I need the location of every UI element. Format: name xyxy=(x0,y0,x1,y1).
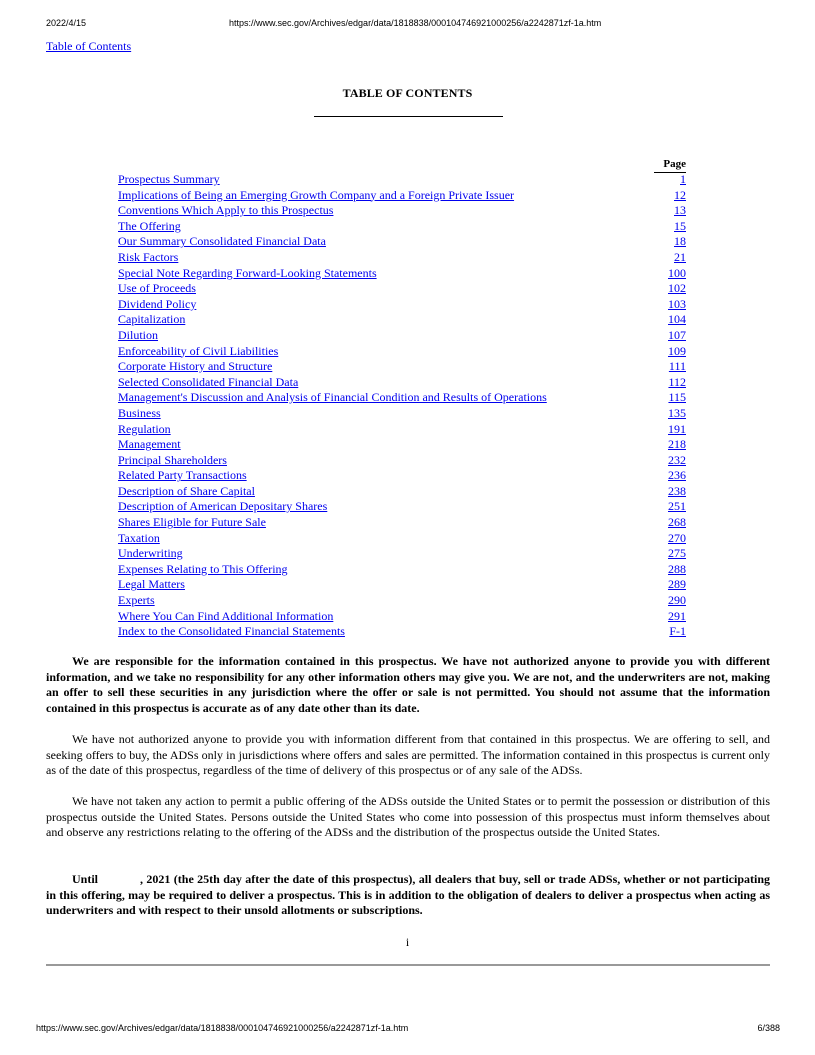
toc-page-link[interactable]: 218 xyxy=(668,437,686,452)
toc-page-link[interactable]: 251 xyxy=(668,499,686,514)
toc-page-link[interactable]: 290 xyxy=(668,593,686,608)
toc-entry-link[interactable]: Capitalization xyxy=(118,312,186,327)
toc-entry-link[interactable]: Expenses Relating to This Offering xyxy=(118,561,288,576)
toc-page-link[interactable]: 270 xyxy=(668,530,686,545)
toc-row xyxy=(118,172,688,188)
toc-page-link[interactable]: 275 xyxy=(668,546,686,561)
toc-entry-link[interactable]: Principal Shareholders xyxy=(118,452,227,467)
toc-row xyxy=(118,188,688,204)
toc-page-link[interactable]: 107 xyxy=(668,327,686,342)
toc-row xyxy=(118,453,688,469)
toc-page-link[interactable]: 238 xyxy=(668,483,686,498)
toc-row xyxy=(118,390,688,406)
toc-row xyxy=(118,406,688,422)
toc-row xyxy=(118,359,688,375)
toc-row xyxy=(118,297,688,313)
toc-entry-link[interactable]: Dilution xyxy=(118,327,159,342)
print-footer-page-count: 6/388 xyxy=(757,1023,780,1033)
toc-row xyxy=(118,624,688,640)
page-number: i xyxy=(405,935,410,949)
toc-entry-link[interactable]: Business xyxy=(118,405,161,420)
toc-row xyxy=(118,484,688,500)
toc-row xyxy=(118,531,688,547)
toc-page-link[interactable]: F-1 xyxy=(669,624,686,639)
toc-row xyxy=(118,593,688,609)
page-title: TABLE OF CONTENTS xyxy=(342,86,473,100)
dealers-paragraph xyxy=(46,872,770,919)
toc-entry-link[interactable]: Shares Eligible for Future Sale xyxy=(118,515,266,530)
dealers-text: , 2021 (the 25th day after the date of this prospectus), all dealers that buy, sell or trade ADSs, whether or not participating in this offering, may be required to deliver a prospectus. This is in addition to the obligation of dealers to deliver a prospectus when acting as underwriters and with respect to their unsold allotments or subscriptions. xyxy=(46,872,770,918)
toc-row xyxy=(118,266,688,282)
responsibility-paragraph xyxy=(46,654,770,716)
toc-entry-link[interactable]: Experts xyxy=(118,593,155,608)
toc-entry-link[interactable]: Description of American Depositary Shares xyxy=(118,499,328,514)
toc-entry-link[interactable]: Index to the Consolidated Financial Statements xyxy=(118,624,345,639)
toc-entry-link[interactable]: Taxation xyxy=(118,530,160,545)
toc-page-link[interactable]: 12 xyxy=(674,187,686,202)
toc-page-link[interactable]: 291 xyxy=(668,608,686,623)
outside-us-text: We have not taken any action to permit a public offering of the ADSs outside the United States or to permit the possession or distribution of this prospectus outside the United States. Persons outside the United States who come into possession of this prospectus must inform themselves about and observe any restrictions relating to the offering of the ADSs and the distribution of the prospectus outside the United States. xyxy=(46,794,770,840)
toc-entry-link[interactable]: Conventions Which Apply to this Prospectus xyxy=(118,203,334,218)
toc-entry-link[interactable]: Risk Factors xyxy=(118,249,179,264)
toc-row xyxy=(118,609,688,625)
toc-entry-link[interactable]: Our Summary Consolidated Financial Data xyxy=(118,234,326,249)
print-header-url: https://www.sec.gov/Archives/edgar/data/1818838/000104746921000256/a2242871zf-1a.htm xyxy=(229,18,602,28)
toc-row xyxy=(118,219,688,235)
toc-entry-link[interactable]: Enforceability of Civil Liabilities xyxy=(118,343,279,358)
outside-us-paragraph xyxy=(46,794,770,841)
toc-entry-link[interactable]: Use of Proceeds xyxy=(118,281,196,296)
toc-page-link[interactable]: 103 xyxy=(668,296,686,311)
toc-page-link[interactable]: 13 xyxy=(674,203,686,218)
toc-row xyxy=(118,203,688,219)
dealers-prefix: Until xyxy=(72,872,99,886)
toc-entry-link[interactable]: Selected Consolidated Financial Data xyxy=(118,374,299,389)
toc-page-link[interactable]: 104 xyxy=(668,312,686,327)
page-bottom-rule xyxy=(46,964,770,966)
toc-page-link[interactable]: 100 xyxy=(668,265,686,280)
toc-row xyxy=(118,250,688,266)
toc-row xyxy=(118,375,688,391)
toc-row xyxy=(118,328,688,344)
toc-list xyxy=(118,172,688,640)
print-footer-url: https://www.sec.gov/Archives/edgar/data/1818838/000104746921000256/a2242871zf-1a.htm xyxy=(36,1023,409,1033)
toc-page-link[interactable]: 115 xyxy=(668,390,686,405)
toc-page-link[interactable]: 21 xyxy=(674,249,686,264)
toc-row xyxy=(118,468,688,484)
toc-page-link[interactable]: 18 xyxy=(674,234,686,249)
toc-entry-link[interactable]: Regulation xyxy=(118,421,171,436)
toc-entry-link[interactable]: Prospectus Summary xyxy=(118,172,220,186)
toc-row xyxy=(118,281,688,297)
toc-page-link[interactable]: 236 xyxy=(668,468,686,483)
toc-entry-link[interactable]: Legal Matters xyxy=(118,577,185,592)
toc-page-link[interactable]: 1 xyxy=(680,172,686,186)
toc-entry-link[interactable]: Management xyxy=(118,437,181,452)
print-header-date: 2022/4/15 xyxy=(46,18,87,28)
toc-entry-link[interactable]: Dividend Policy xyxy=(118,296,197,311)
toc-row xyxy=(118,312,688,328)
toc-entry-link[interactable]: The Offering xyxy=(118,218,181,233)
title-divider xyxy=(314,116,503,117)
toc-row xyxy=(118,344,688,360)
toc-row xyxy=(118,562,688,578)
toc-row xyxy=(118,515,688,531)
responsibility-text: We are responsible for the information contained in this prospectus. We have not authorized anyone to provide you with different information, and we take no responsibility for any other information others may give you. We are not, and the underwriters are not, making an offer to sell these securities in any jurisdiction where the offer or sale is not permitted. You should not assume that the information contained in this prospectus is accurate as of any date other than its date. xyxy=(46,654,770,715)
toc-page-link[interactable]: 232 xyxy=(668,452,686,467)
toc-row xyxy=(118,577,688,593)
toc-entry-link[interactable]: Description of Share Capital xyxy=(118,483,255,498)
toc-page-link[interactable]: 112 xyxy=(668,374,686,389)
toc-page-link[interactable]: 15 xyxy=(674,218,686,233)
page-column-header: Page xyxy=(663,158,686,170)
toc-entry-link[interactable]: Where You Can Find Additional Information xyxy=(118,608,334,623)
toc-entry-link[interactable]: Related Party Transactions xyxy=(118,468,247,483)
toc-entry-link[interactable]: Implications of Being an Emerging Growth Company and a Foreign Private Issuer xyxy=(118,187,515,202)
toc-row xyxy=(118,437,688,453)
toc-row xyxy=(118,546,688,562)
toc-entry-link[interactable]: Underwriting xyxy=(118,546,183,561)
toc-page-link[interactable]: 289 xyxy=(668,577,686,592)
authorization-text: We have not authorized anyone to provide you with information different from that contained in this prospectus. We are offering to sell, and seeking offers to buy, the ADSs only in jurisdictions where offers and sales are permitted. The information contained in this prospectus is current only as of the date of this prospectus, regardless of the time of delivery of this prospectus or of any sale of the ADSs. xyxy=(46,732,770,778)
toc-row xyxy=(118,234,688,250)
table-of-contents-link[interactable]: Table of Contents xyxy=(46,39,132,53)
toc-entry-link[interactable]: Special Note Regarding Forward-Looking Statements xyxy=(118,265,377,280)
authorization-paragraph xyxy=(46,732,770,779)
toc-page-link[interactable]: 135 xyxy=(668,405,686,420)
toc-page-link[interactable]: 191 xyxy=(668,421,686,436)
toc-page-link[interactable]: 288 xyxy=(668,561,686,576)
toc-row xyxy=(118,499,688,515)
toc-row xyxy=(118,422,688,438)
toc-page-link[interactable]: 109 xyxy=(668,343,686,358)
toc-page-link[interactable]: 111 xyxy=(668,359,686,374)
toc-entry-link[interactable]: Management's Discussion and Analysis of Financial Condition and Results of Operations xyxy=(118,390,547,405)
toc-page-link[interactable]: 268 xyxy=(668,515,686,530)
toc-page-link[interactable]: 102 xyxy=(668,281,686,296)
toc-entry-link[interactable]: Corporate History and Structure xyxy=(118,359,273,374)
